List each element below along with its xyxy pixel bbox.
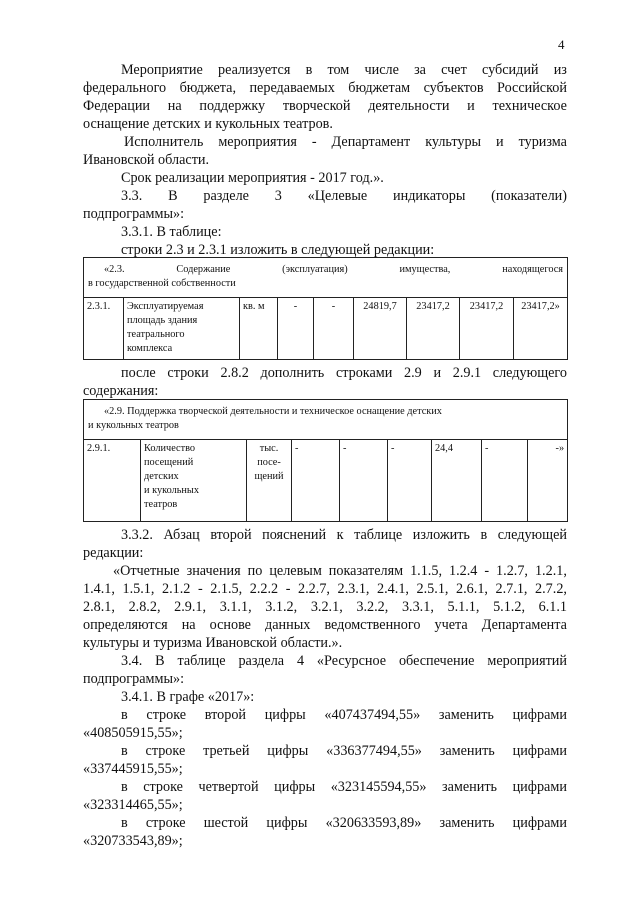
table-rows-2-9 <box>83 399 568 522</box>
p5-line: 3.3.1. В таблице: <box>121 224 222 240</box>
p6-line: строки 2.3 и 2.3.1 изложить в следующей редакции: <box>121 242 435 258</box>
row-unit: тыс. посе- щений <box>247 440 292 522</box>
p4-line-2: подпрограммы»: <box>83 206 185 222</box>
p7-line-2: содержания: <box>83 383 159 399</box>
row-value-cell: 24,4 <box>432 440 482 522</box>
p14-line-1: в строке четвертой цифры «323145594,55» заменить цифрами <box>121 779 567 795</box>
row-value-cell: - <box>388 440 432 522</box>
p14-line-2: «323314465,55»; <box>83 797 183 813</box>
row-value-cell: -» <box>528 440 568 522</box>
table-rows-2-3 <box>83 257 568 360</box>
row-indicator-name: Количество посещений детских и кукольных театров <box>141 440 247 522</box>
p2-line-2: Ивановской области. <box>83 152 210 168</box>
table-header-cell <box>84 400 568 440</box>
table-header-cell <box>84 258 568 298</box>
p15-line-1: в строке шестой цифры «320633593,89» заменить цифрами <box>121 815 567 831</box>
table-header-line-1: «2.3. Содержание (эксплуатация) имущества, находящегося <box>104 264 564 275</box>
p11-line: 3.4.1. В графе «2017»: <box>121 689 255 705</box>
row-value-cell: 23417,2» <box>514 298 568 360</box>
row-value-cell: - <box>278 298 314 360</box>
table-row <box>84 298 568 360</box>
page-number: 4 <box>558 37 565 52</box>
row-value-cell: 23417,2 <box>407 298 460 360</box>
p9-line-4: определяются на основе данных ведомственного учета Департамента <box>83 617 567 633</box>
row-number: 2.9.1. <box>84 440 141 522</box>
p3-line: Срок реализации мероприятия - 2017 год.». <box>121 170 384 186</box>
table-row <box>84 440 568 522</box>
p13-line-1: в строке третьей цифры «336377494,55» заменить цифрами <box>121 743 567 759</box>
p10-line-2: подпрограммы»: <box>83 671 185 687</box>
p9-line-2: 1.4.1, 1.5.1, 2.1.2 - 2.1.5, 2.2.2 - 2.2.7, 2.3.1, 2.4.1, 2.5.1, 2.6.1, 2.7.1, 2.7.2, <box>83 581 567 597</box>
p1-line-2: федерального бюджета, передаваемых бюджетам субъектов Российской <box>83 80 567 96</box>
p1-line-3: Федерации на поддержку творческой деятельности и техническое <box>83 98 567 114</box>
p1-line-4: оснащение детских и кукольных театров. <box>83 116 333 132</box>
row-value-cell: - <box>482 440 528 522</box>
p2-line-1: Исполнитель мероприятия - Департамент культуры и туризма <box>124 134 567 150</box>
p9-line-1: «Отчетные значения по целевым показателям 1.1.5, 1.2.4 - 1.2.7, 1.2.1, <box>113 563 567 579</box>
p13-line-2: «337445915,55»; <box>83 761 183 777</box>
row-value-cell: - <box>292 440 340 522</box>
p15-line-2: «320733543,89»; <box>83 833 183 849</box>
row-value-cell: 23417,2 <box>460 298 514 360</box>
p9-line-3: 2.8.1, 2.8.2, 2.9.1, 3.1.1, 3.1.2, 3.2.1, 3.2.2, 3.3.1, 5.1.1, 5.1.2, 6.1.1 <box>83 599 567 615</box>
row-indicator-name: Эксплуатируемая площадь здания театрального комплекса <box>124 298 240 360</box>
p12-line-2: «408505915,55»; <box>83 725 183 741</box>
row-unit: кв. м <box>240 298 278 360</box>
p8-line-2: редакции: <box>83 545 144 561</box>
p9-line-5: культуры и туризма Ивановской области.». <box>83 635 343 651</box>
p8-line-1: 3.3.2. Абзац второй пояснений к таблице изложить в следующей <box>121 527 567 543</box>
p7-line-1: после строки 2.8.2 дополнить строками 2.9 и 2.9.1 следующего <box>121 365 567 381</box>
p4-line-1: 3.3. В разделе 3 «Целевые индикаторы (показатели) <box>121 188 567 204</box>
p1-line-1: Мероприятие реализуется в том числе за счет субсидий из <box>121 62 567 78</box>
row-value-cell: - <box>314 298 354 360</box>
table-header-row <box>84 400 568 440</box>
row-value-cell: - <box>340 440 388 522</box>
row-number: 2.3.1. <box>84 298 124 360</box>
p12-line-1: в строке второй цифры «407437494,55» заменить цифрами <box>121 707 567 723</box>
p10-line-1: 3.4. В таблице раздела 4 «Ресурсное обеспечение мероприятий <box>121 653 567 669</box>
table-header-line-2: и кукольных театров <box>88 420 179 431</box>
table-header-row <box>84 258 568 298</box>
row-value-cell: 24819,7 <box>354 298 407 360</box>
table-header-line-2: в государственной собственности <box>88 278 236 289</box>
table-header-line-1: «2.9. Поддержка творческой деятельности и техническое оснащение детских <box>104 406 442 417</box>
